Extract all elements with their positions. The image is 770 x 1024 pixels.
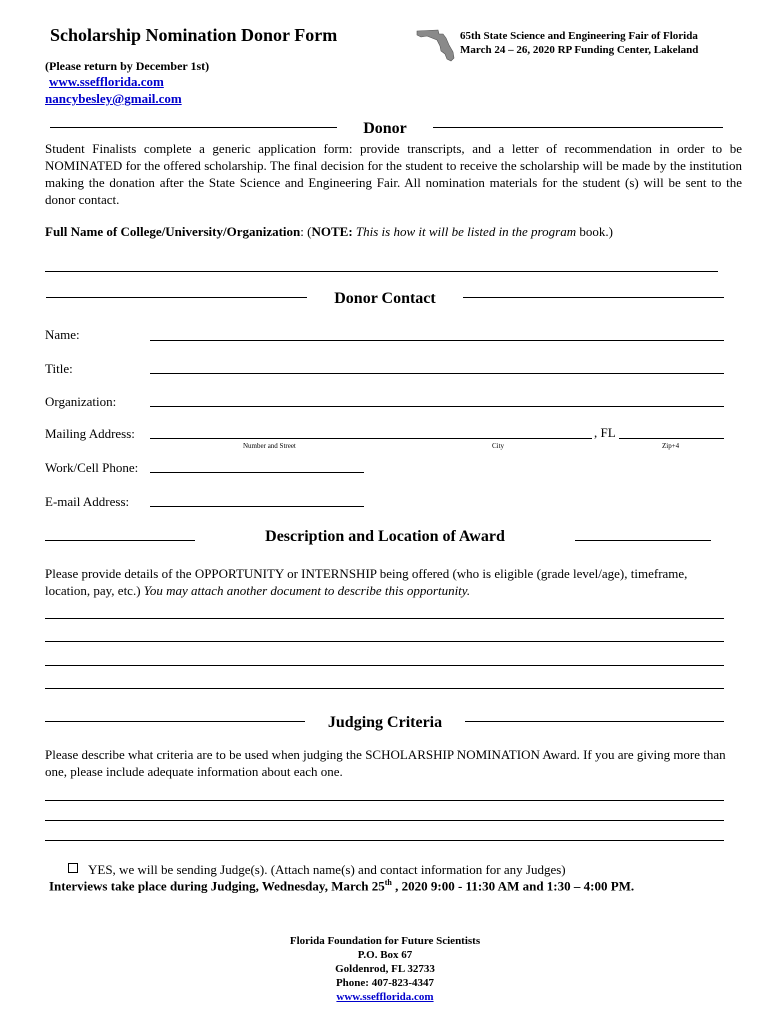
fair-date-location: March 24 – 26, 2020 RP Funding Center, Lakeland — [460, 44, 699, 56]
award-field-line[interactable] — [45, 688, 724, 689]
state-text: , FL — [594, 425, 616, 440]
mailing-address-label: Mailing Address: — [45, 426, 135, 441]
email-field[interactable] — [150, 506, 364, 507]
interviews-time: , 2020 9:00 - 11:30 AM and 1:30 – 4:00 PM. — [391, 878, 635, 894]
website-link[interactable]: www.ssefflorida.com — [49, 74, 164, 89]
divider-right — [433, 127, 723, 128]
name-label: Name: — [45, 327, 80, 342]
fullname-label: Full Name of College/University/Organization — [45, 224, 301, 239]
zip-caption: Zip+4 — [662, 442, 680, 450]
street-city-field[interactable] — [150, 438, 592, 439]
florida-map-icon — [416, 28, 458, 62]
judges-checkbox-label: YES, we will be sending Judge(s). (Attach name(s) and contact information for any Judges) — [88, 862, 566, 877]
donor-contact-heading: Donor Contact — [334, 290, 436, 307]
note-tail: book.) — [576, 224, 613, 239]
award-field-line[interactable] — [45, 641, 724, 642]
award-field-line[interactable] — [45, 618, 724, 619]
divider-right — [463, 297, 724, 298]
award-paragraph — [45, 565, 735, 599]
title-label: Title: — [45, 361, 73, 376]
footer-phone: Phone: 407-823-4347 — [335, 977, 435, 989]
judging-heading: Judging Criteria — [327, 714, 443, 731]
divider-left — [45, 721, 305, 722]
judging-field-line[interactable] — [45, 800, 724, 801]
footer-org: Florida Foundation for Future Scientists — [289, 935, 481, 947]
phone-field[interactable] — [150, 472, 364, 473]
form-title: Scholarship Nomination Donor Form — [50, 25, 338, 45]
award-field-line[interactable] — [45, 665, 724, 666]
fullname-field[interactable] — [45, 271, 718, 272]
footer-box: P.O. Box 67 — [357, 949, 413, 961]
divider-left — [45, 540, 195, 541]
title-field[interactable] — [150, 373, 724, 374]
interviews-note — [49, 878, 634, 894]
award-paragraph-italic: You may attach another document to describe this opportunity. — [143, 583, 471, 598]
divider-right — [575, 540, 711, 541]
donor-paragraph: Student Finalists complete a generic application form: provide transcripts, and a letter of recommendation in order to be NOMINATED for the offered scholarship. The final decision for the student to receive the scholarship will be made by the institution making the donation after the State Science and Engineering Fair. All nomination materials for the student (s) will be sent to the donor contact. — [45, 141, 742, 207]
award-heading: Description and Location of Award — [265, 528, 505, 545]
email-link[interactable]: nancybesley@gmail.com — [45, 91, 182, 106]
interviews-text: Interviews take place during Judging, Wednesday, March 25 — [49, 878, 385, 894]
judging-paragraph: Please describe what criteria are to be used when judging the SCHOLARSHIP NOMINATION Award. If you are giving more than one, please include adequate information about each one. — [45, 747, 726, 779]
organization-field[interactable] — [150, 406, 724, 407]
zip-field[interactable] — [619, 438, 724, 439]
donor-heading: Donor — [363, 120, 407, 137]
phone-label: Work/Cell Phone: — [45, 460, 139, 475]
name-field[interactable] — [150, 340, 724, 341]
award-paragraph-text: Please provide details of the OPPORTUNITY or INTERNSHIP being offered (who is eligible (grade level/age), timeframe, location, pay, etc.) — [45, 566, 688, 598]
street-caption: Number and Street — [243, 442, 296, 450]
return-note: (Please return by December 1st) — [45, 59, 210, 73]
judges-checkbox-row[interactable] — [68, 861, 566, 878]
judging-field-line[interactable] — [45, 840, 724, 841]
judging-field-line[interactable] — [45, 820, 724, 821]
judges-checkbox[interactable] — [68, 863, 78, 873]
organization-label: Organization: — [45, 394, 117, 409]
footer-city: Goldenrod, FL 32733 — [335, 963, 435, 975]
footer-website-link[interactable]: www.ssefflorida.com — [336, 991, 434, 1003]
interviews-sup: th — [384, 878, 392, 887]
city-caption: City — [492, 442, 505, 450]
fullname-instruction — [45, 223, 613, 240]
fullname-colon: : ( — [300, 224, 312, 239]
email-label: E-mail Address: — [45, 494, 130, 509]
divider-left — [50, 127, 337, 128]
note-label: NOTE: — [311, 224, 353, 239]
footer-block — [0, 934, 770, 1004]
note-italic: This is how it will be listed in the program — [352, 224, 577, 239]
divider-left — [46, 297, 307, 298]
fair-name: 65th State Science and Engineering Fair of Florida — [460, 30, 698, 42]
divider-right — [465, 721, 724, 722]
